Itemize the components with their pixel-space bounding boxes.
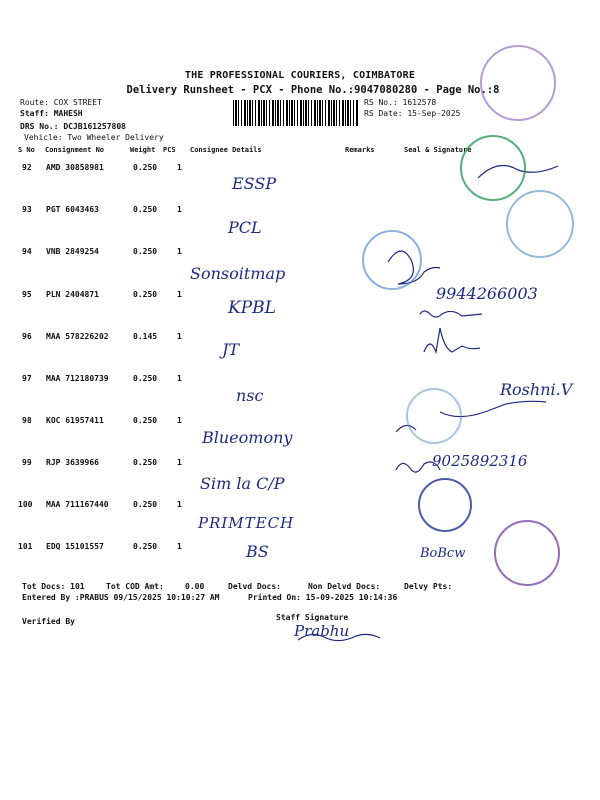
row-consignment: MAA 711167440: [46, 500, 109, 509]
handwriting-primtech: PRIMTECH: [198, 514, 295, 532]
tot-cod-label: Tot COD Amt:: [106, 582, 164, 591]
row-weight: 0.250: [133, 542, 158, 551]
handwriting-kpbl: KPBL: [228, 298, 276, 318]
row-consignment: MAA 578226202: [46, 332, 109, 341]
row-consignment: EDQ 15101557: [46, 542, 104, 551]
col-seal: Seal & Signature: [404, 146, 472, 154]
handwriting-pcl: PCL: [228, 218, 262, 237]
delvd-docs: Delvd Docs:: [228, 582, 281, 591]
row-weight: 0.250: [133, 247, 158, 256]
stamp-row101: [494, 520, 560, 586]
row-consignment: PLN 2404871: [46, 290, 99, 299]
col-remarks: Remarks: [345, 146, 375, 154]
verified-by: Verified By: [22, 617, 75, 626]
staff-signature: Prabhu: [294, 622, 350, 640]
handwriting-jt: JT: [222, 340, 240, 359]
col-consignee: Consignee Details: [190, 146, 262, 154]
handwriting-nsc: nsc: [236, 386, 264, 405]
row-weight: 0.250: [133, 458, 158, 467]
document-title: THE PROFESSIONAL COURIERS, COIMBATORE: [184, 70, 416, 81]
row-sno: 95: [22, 290, 32, 299]
drs-value: DCJB161257808: [63, 122, 126, 131]
row-sno: 97: [22, 374, 32, 383]
row-sno: 94: [22, 247, 32, 256]
stamp-row98: [406, 388, 462, 444]
handwriting-essp: ESSP: [232, 174, 277, 193]
stamp-top-right: [480, 45, 556, 121]
row-weight: 0.250: [133, 163, 158, 172]
signature-99: [396, 462, 440, 472]
handwriting-roshni: Roshni.V: [500, 380, 573, 399]
row-pcs: 1: [177, 500, 182, 509]
tot-docs: Tot Docs: 101: [22, 582, 85, 591]
row-pcs: 1: [177, 416, 182, 425]
row-consignment: KOC 61957411: [46, 416, 104, 425]
row-pcs: 1: [177, 374, 182, 383]
row-pcs: 1: [177, 205, 182, 214]
staff-signature-label: Staff Signature: [276, 613, 349, 622]
route-label: Route: COX STREET: [20, 98, 102, 107]
row-pcs: 1: [177, 542, 182, 551]
signature-96: [424, 328, 480, 352]
handwriting-r98: Blueomony: [202, 428, 293, 447]
row-consignment: RJP 3639966: [46, 458, 99, 467]
stamp-primetech: [418, 478, 472, 532]
stamp-enterprise: [460, 135, 526, 201]
row-pcs: 1: [177, 247, 182, 256]
col-pcs: PCS: [163, 146, 176, 154]
row-consignment: PGT 6043463: [46, 205, 99, 214]
handwriting-bobcw: BoBcw: [420, 546, 466, 561]
row-pcs: 1: [177, 163, 182, 172]
row-pcs: 1: [177, 458, 182, 467]
col-sno: S No: [18, 146, 35, 154]
row-weight: 0.250: [133, 374, 158, 383]
rs-number: RS No.: 1612578: [364, 98, 437, 107]
handwriting-bs: BS: [246, 542, 269, 561]
row-sno: 93: [22, 205, 32, 214]
col-weight: Weight: [130, 146, 156, 154]
handwriting-r99: Sim la C/P: [200, 474, 285, 493]
row-weight: 0.250: [133, 290, 158, 299]
handwriting-phone-95: 9944266003: [436, 284, 538, 303]
stamp-row93: [506, 190, 574, 258]
row-sno: 100: [18, 500, 33, 509]
row-consignment: AMD 30858981: [46, 163, 104, 172]
row-sno: 92: [22, 163, 32, 172]
row-weight: 0.250: [133, 416, 158, 425]
col-consignment: Consignment No: [45, 146, 105, 154]
row-sno: 96: [22, 332, 32, 341]
stamp-row94: [362, 230, 422, 290]
non-delvd-docs: Non Delvd Docs:: [308, 582, 381, 591]
staff-label: Staff: MAHESH: [20, 109, 83, 118]
vehicle-label: Vehicle: Two Wheeler Delivery: [24, 133, 164, 142]
row-pcs: 1: [177, 290, 182, 299]
row-pcs: 1: [177, 332, 182, 341]
drs-label: DRS No.:: [20, 122, 59, 131]
row-sno: 101: [18, 542, 33, 551]
row-consignment: MAA 712180739: [46, 374, 109, 383]
row-weight: 0.250: [133, 500, 158, 509]
printed-on: Printed On: 15-09-2025 10:14:36: [248, 593, 398, 602]
handwriting-r94: Sonsoitmap: [190, 264, 286, 283]
handwriting-phone-99: 9025892316: [432, 452, 528, 470]
runsheet-subtitle: Delivery Runsheet - PCX - Phone No.:9047080280 - Page No.:8: [126, 84, 500, 96]
signature-95: [420, 311, 482, 317]
delvy-pts: Delvy Pts:: [404, 582, 453, 591]
row-weight: 0.145: [133, 332, 158, 341]
row-consignment: VNB 2849254: [46, 247, 99, 256]
rs-date: RS Date: 15-Sep-2025: [364, 109, 461, 118]
row-sno: 98: [22, 416, 32, 425]
tot-cod-value: 0.00: [185, 582, 205, 591]
row-sno: 99: [22, 458, 32, 467]
entered-by: Entered By :PRABUS 09/15/2025 10:10:27 AM: [22, 593, 220, 602]
row-weight: 0.250: [133, 205, 158, 214]
